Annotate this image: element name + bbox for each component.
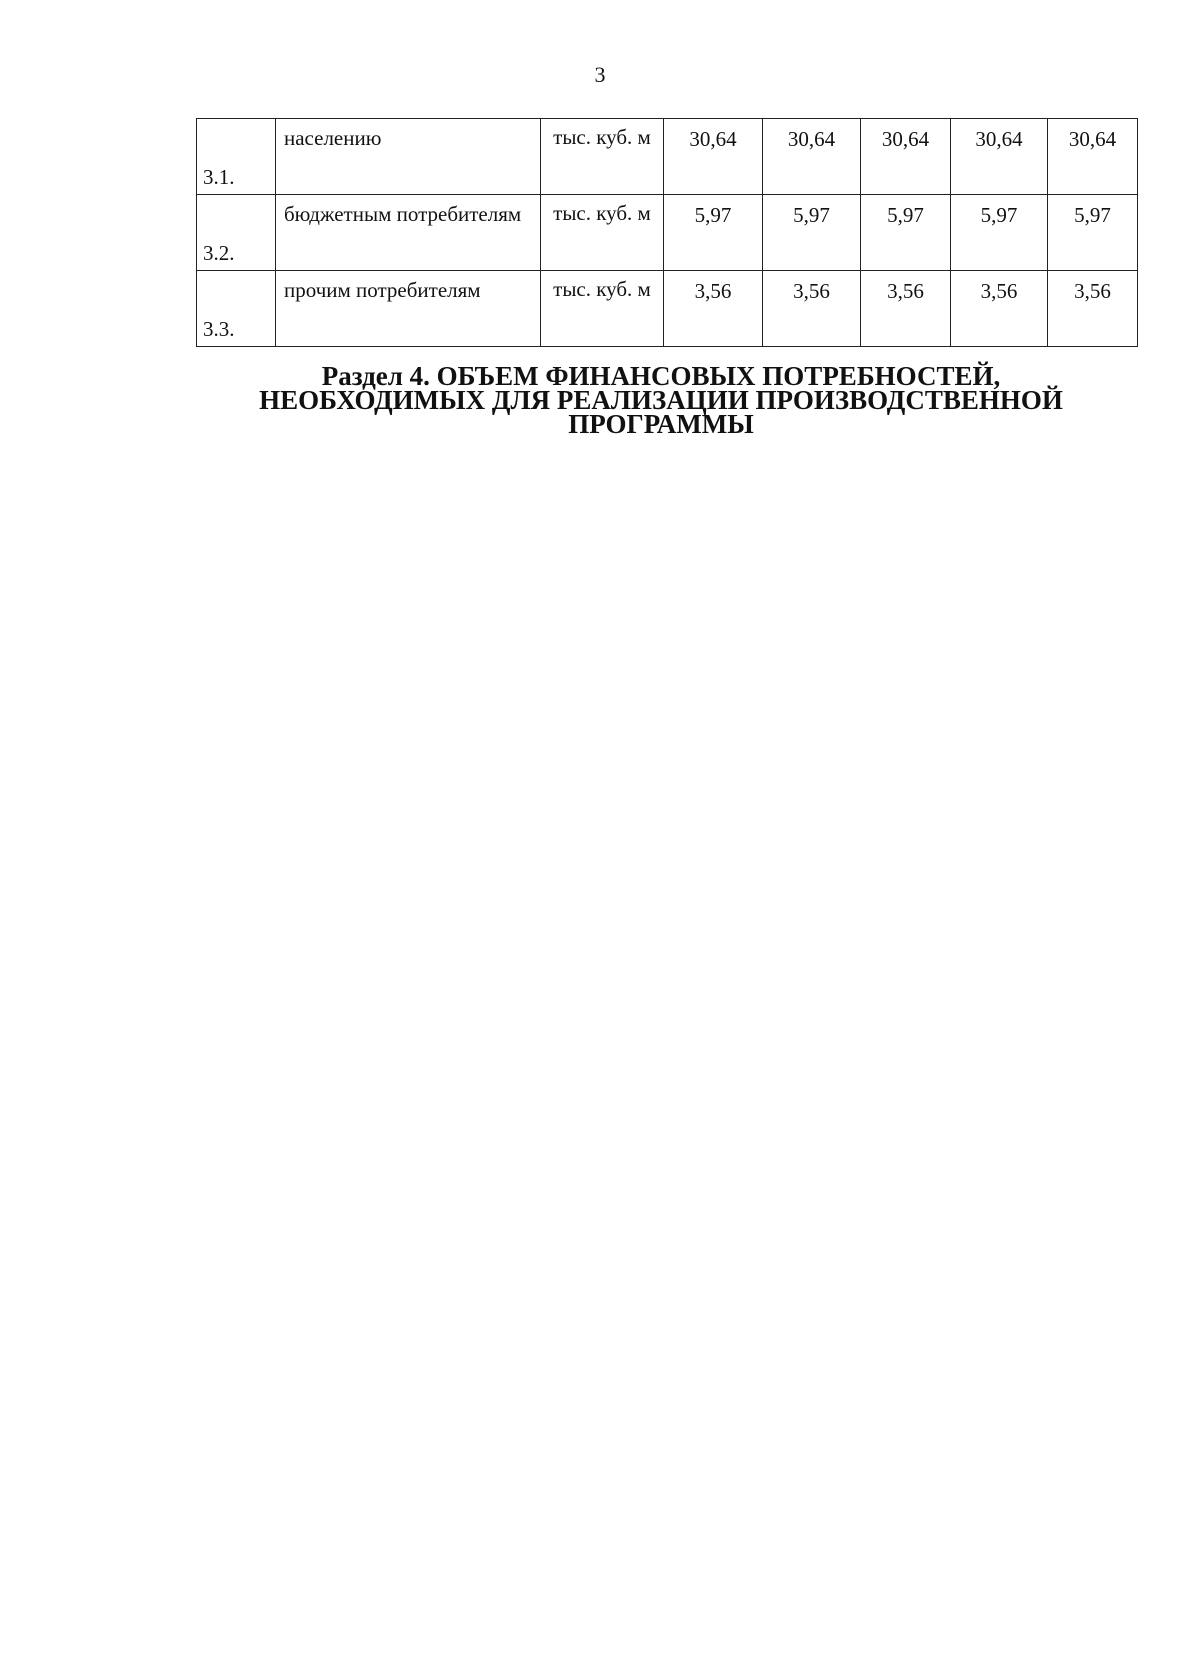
table-row xyxy=(197,195,1138,271)
row-unit: тыс. куб. м xyxy=(541,119,664,195)
row-name: бюджетным потребителям xyxy=(276,195,541,271)
row-value: 3,56 xyxy=(1048,271,1138,347)
row-value: 5,97 xyxy=(951,195,1048,271)
row-name: прочим потребителям xyxy=(276,271,541,347)
row-value: 5,97 xyxy=(664,195,763,271)
row-value: 3,56 xyxy=(664,271,763,347)
row-value: 30,64 xyxy=(951,119,1048,195)
row-value: 5,97 xyxy=(1048,195,1138,271)
section-heading-line: ПРОГРАММЫ xyxy=(568,409,754,439)
section-heading-line: НЕОБХОДИМЫХ ДЛЯ РЕАЛИЗАЦИИ ПРОИЗВОДСТВЕННОЙ xyxy=(259,385,1063,415)
consumption-table xyxy=(196,118,1138,347)
row-value: 30,64 xyxy=(763,119,861,195)
row-value: 5,97 xyxy=(861,195,951,271)
row-number: 3.2. xyxy=(197,195,276,271)
row-value: 3,56 xyxy=(861,271,951,347)
row-value: 5,97 xyxy=(763,195,861,271)
row-name: населению xyxy=(276,119,541,195)
section-heading xyxy=(196,361,1126,439)
row-unit: тыс. куб. м xyxy=(541,195,664,271)
page-number: 3 xyxy=(594,62,606,87)
row-value: 3,56 xyxy=(951,271,1048,347)
table-row xyxy=(197,271,1138,347)
row-number: 3.3. xyxy=(197,271,276,347)
table-row xyxy=(197,119,1138,195)
row-unit: тыс. куб. м xyxy=(541,271,664,347)
row-value: 3,56 xyxy=(763,271,861,347)
row-value: 30,64 xyxy=(861,119,951,195)
row-value: 30,64 xyxy=(664,119,763,195)
row-value: 30,64 xyxy=(1048,119,1138,195)
row-number: 3.1. xyxy=(197,119,276,195)
section-heading-line: Раздел 4. ОБЪЕМ ФИНАНСОВЫХ ПОТРЕБНОСТЕЙ, xyxy=(321,361,1001,391)
